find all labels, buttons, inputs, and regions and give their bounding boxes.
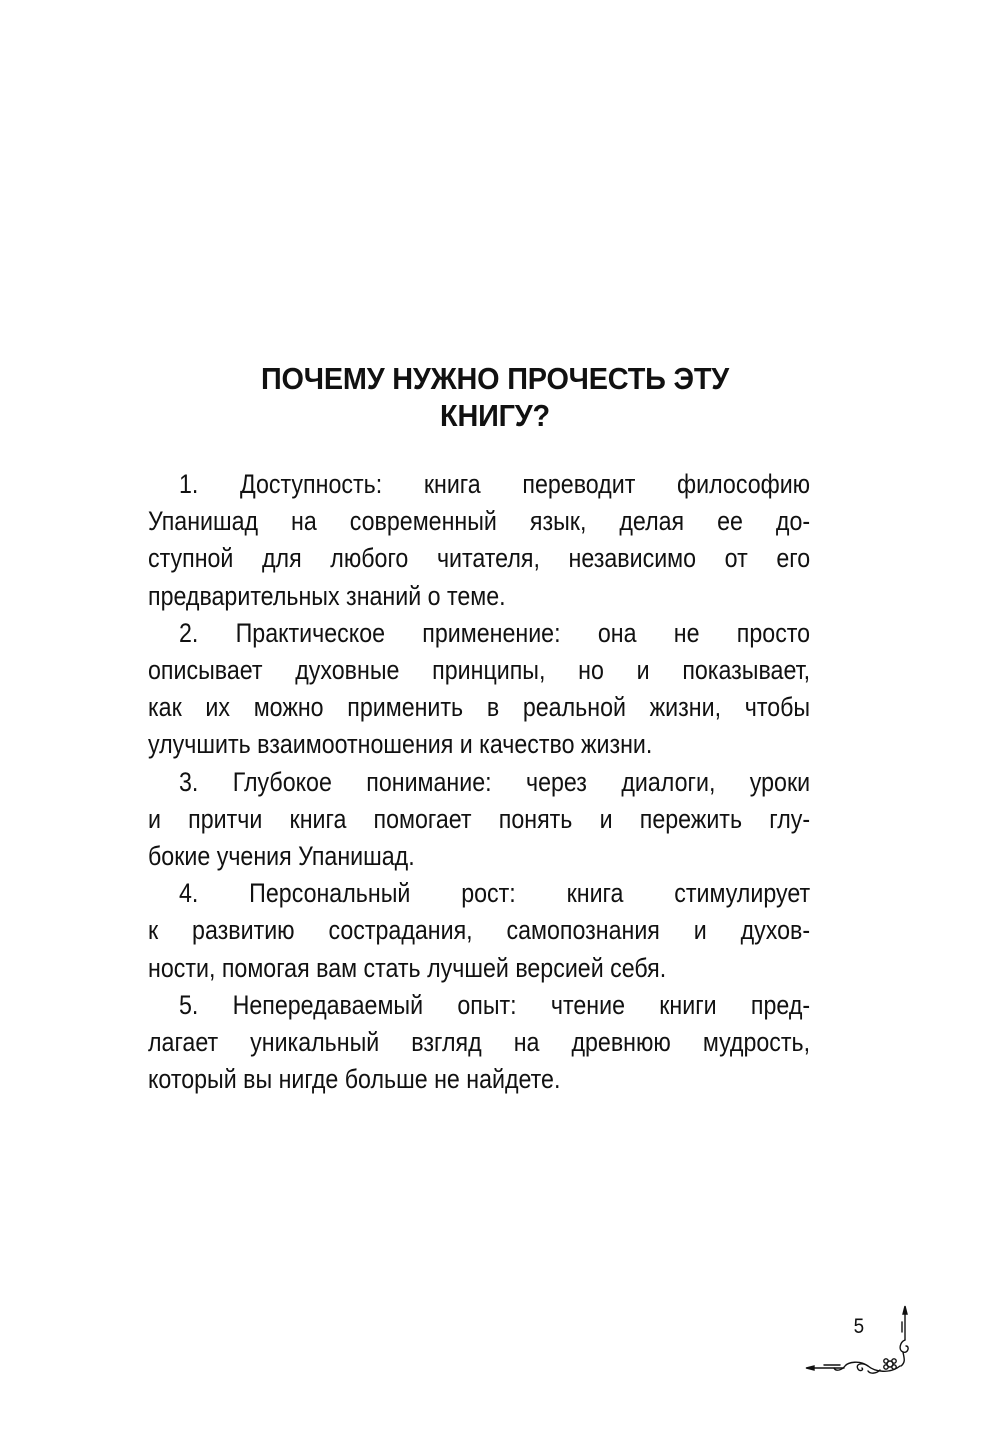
paragraph-2 bbox=[148, 615, 810, 764]
body-text bbox=[148, 466, 810, 1098]
text-line: предварительных знаний о теме. bbox=[148, 580, 506, 611]
paragraph-5 bbox=[148, 987, 810, 1099]
text-line: ступной для любого читателя, независимо от его bbox=[148, 543, 811, 574]
corner-flourish-icon bbox=[800, 1300, 920, 1380]
text-line: ности, помогая вам стать лучшей версией себя. bbox=[148, 952, 667, 983]
page-number: 5 bbox=[853, 1315, 865, 1338]
paragraph-3 bbox=[148, 764, 810, 876]
text-line: 2. Практическое применение: она не просто bbox=[178, 617, 811, 648]
text-line: 3. Глубокое понимание: через диалоги, уроки bbox=[178, 766, 811, 797]
text-line: описывает духовные принципы, но и показывает, bbox=[148, 655, 811, 686]
text-line: как их можно применить в реальной жизни, чтобы bbox=[148, 692, 811, 723]
text-line: 4. Персональный рост: книга стимулирует bbox=[178, 878, 811, 909]
text-line: Упанишад на современный язык, делая ее до- bbox=[148, 506, 811, 537]
text-line: улучшить взаимоотношения и качество жизни. bbox=[148, 729, 653, 760]
paragraph-4 bbox=[148, 875, 810, 987]
text-line: 5. Непередаваемый опыт: чтение книги пред- bbox=[178, 989, 811, 1020]
text-line: и притчи книга помогает понять и пережить глу- bbox=[148, 803, 811, 834]
page-title-line-1: ПОЧЕМУ НУЖНО ПРОЧЕСТЬ ЭТУ bbox=[261, 361, 729, 396]
text-line: который вы нигде больше не найдете. bbox=[148, 1064, 561, 1095]
text-line: лагает уникальный взгляд на древнюю мудрость, bbox=[148, 1027, 811, 1058]
page-title bbox=[174, 360, 816, 434]
paragraph-1 bbox=[148, 466, 810, 615]
page-title-line-2: КНИГУ? bbox=[440, 398, 550, 433]
text-line: к развитию сострадания, самопознания и духов- bbox=[148, 915, 811, 946]
text-line: бокие учения Упанишад. bbox=[148, 841, 415, 872]
text-line: 1. Доступность: книга переводит философию bbox=[178, 469, 811, 499]
